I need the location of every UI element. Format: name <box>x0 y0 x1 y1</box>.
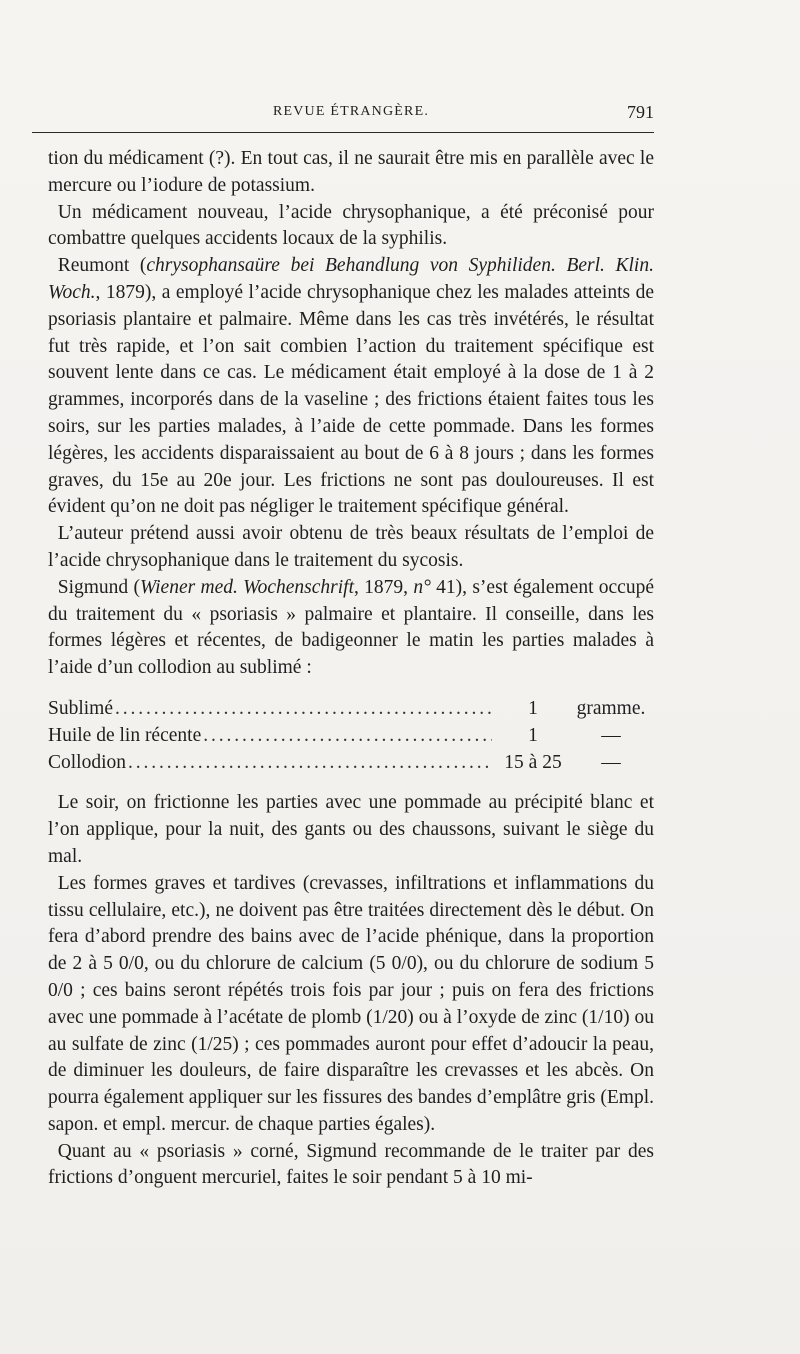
page-header <box>48 104 654 132</box>
leader-dots <box>115 696 492 723</box>
paragraph-7: Les formes graves et tardives (crevasses, infiltrations et inflammations du tissu cellulaire, etc.), ne doivent pas être traitées directement dès le début. On fera d’abord prendre des bains avec de l’acide phénique, dans la proportion de 2 à 5 0/0, ou du chlorure de calcium (5 0/0), ou du chlorure de sodium 5 0/0 ; ces bains seront répétés trois fois par jour ; puis on fera des frictions avec une pommade à l’acétate de plomb (1/20) ou à l’oxyde de zinc (1/10) ou au sulfate de zinc (1/25) ; ces pommades auront pour effet d’adoucir la peau, de diminuer les douleurs, de faire disparaître les crevasses et les abcès. On pourra également appliquer sur les fissures des bandes d’emplâtre gris (Empl. sapon. et empl. mercur. de chaque parties égales). <box>48 872 654 1135</box>
paragraph-5 <box>48 575 654 682</box>
paragraph-5-lead: Sigmund ( <box>57 576 140 598</box>
formula-row <box>48 723 654 750</box>
paragraph-1: tion du médicament (?). En tout cas, il ne saurait être mis en parallèle avec le mercure ou l’iodure de potassium. <box>48 148 654 196</box>
leader-dots <box>203 723 492 750</box>
ingredient-unit: — <box>601 751 621 773</box>
page-body <box>48 146 654 1192</box>
paragraph-3-lead: Reumont ( <box>57 255 147 277</box>
formula-row <box>48 696 654 723</box>
ingredient-unit: — <box>601 724 621 746</box>
ingredient-name: Collodion <box>48 751 127 773</box>
number-abbrev: n° <box>413 576 431 598</box>
header-rule <box>32 132 654 133</box>
paragraph-5-year: , 1879, <box>354 576 414 598</box>
paragraph-8: Quant au « psoriasis » corné, Sigmund recommande de le traiter par des frictions d’onguent mercuriel, faites le soir pendant 5 à 10 mi- <box>48 1140 654 1189</box>
formula-row <box>48 750 654 777</box>
ingredient-quantity: 1 <box>528 724 538 746</box>
reference-reumont: chrysophansaüre bei Behandlung von Syphiliden. Berl. Klin. Woch. <box>48 255 654 303</box>
paragraph-2: Un médicament nouveau, l’acide chrysophanique, a été préconisé pour combattre quelques accidents locaux de la syphilis. <box>48 201 654 250</box>
page-number: 791 <box>627 102 654 122</box>
paragraph-6: Le soir, on frictionne les parties avec une pommade au précipité blanc et l’on applique, pour la nuit, des gants ou des chaussons, suivant le siège du mal. <box>48 792 654 867</box>
ingredient-quantity: 1 <box>528 697 538 719</box>
running-title: REVUE ÉTRANGÈRE. <box>272 104 430 119</box>
paragraph-5-text: 41), s’est également occupé du traitement du « psoriasis » palmaire et plantaire. Il conseille, dans les formes légères et récentes, de badigeonner le matin les parties malades à l’aide d’un collodion au sublimé : <box>48 576 654 679</box>
formula <box>48 696 654 776</box>
paragraph-4: L’auteur prétend aussi avoir obtenu de très beaux résultats de l’emploi de l’acide chrysophanique dans le traitement du sycosis. <box>48 523 654 571</box>
ingredient-name: Sublimé <box>48 697 114 719</box>
reference-sigmund: Wiener med. Wochenschrift <box>139 576 354 598</box>
paragraph-3-text: , 1879), a employé l’acide chrysophanique chez les malades atteints de psoriasis plantaire et palmaire. Même dans les cas très invétérés, le résultat fut très rapide, et l’on sait combien l’action du traitement spécifique est souvent lente dans ce cas. Le médicament était employé à la dose de 1 à 2 grammes, incorporés dans de la vaseline ; des frictions étaient faites tous les soirs, sur les parties malades, à l’aide de cette pommade. Dans les formes légères, les accidents disparaissaient au bout de 6 à 8 jours ; dans les formes graves, du 15e au 20e jour. Les frictions ne sont pas douloureuses. Il est évident qu’on ne doit pas négliger le traitement spécifique général. <box>48 281 654 518</box>
ingredient-name: Huile de lin récente <box>48 724 202 746</box>
ingredient-unit: gramme. <box>576 697 646 719</box>
ingredient-quantity: 15 à 25 <box>504 751 562 773</box>
paragraph-3 <box>48 253 654 521</box>
leader-dots <box>128 750 492 777</box>
